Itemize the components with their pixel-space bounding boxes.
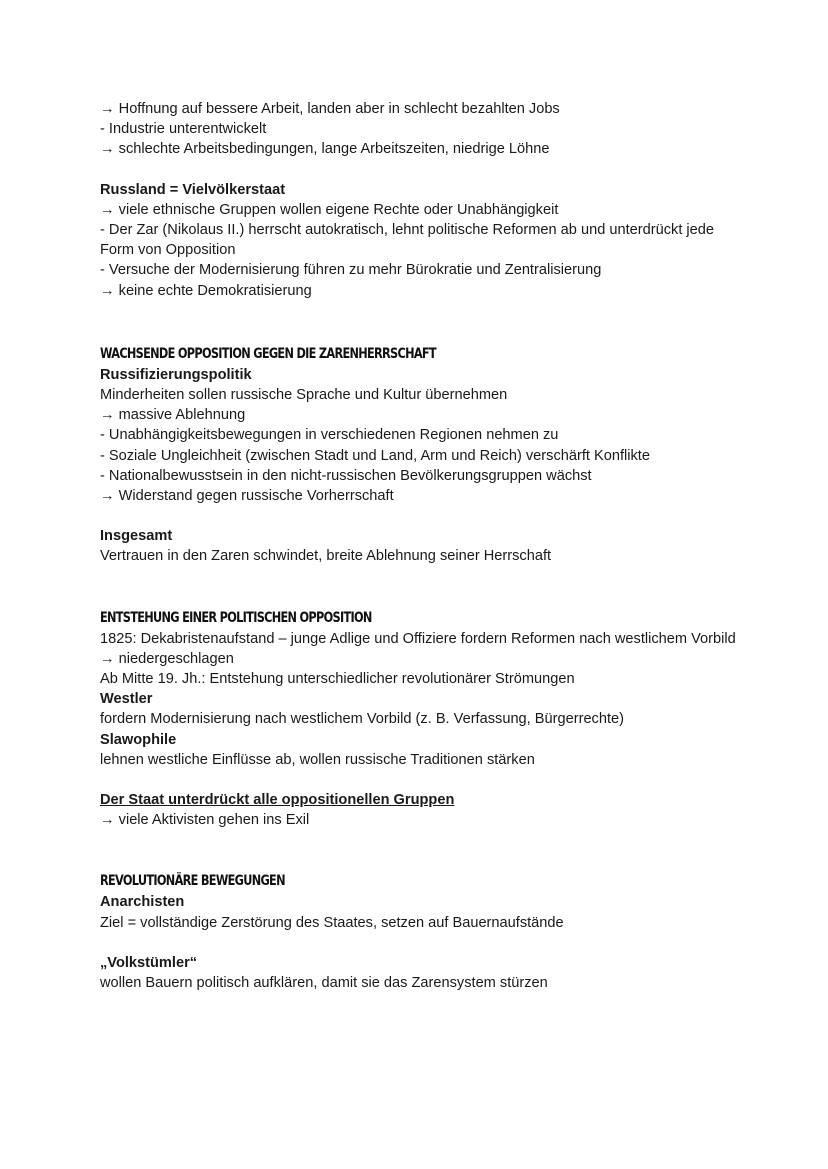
section-heading-political-opposition: ENTSTEHUNG EINER POLITISCHEN OPPOSITION — [100, 609, 372, 626]
dekabristen-text: 1825: Dekabristenaufstand – junge Adlige und Offiziere fordern Reformen nach westlichem Vorbild — [100, 630, 736, 647]
russifizierung-line-6: → Widerstand gegen russische Vorherrschaft — [100, 488, 394, 505]
russland-title: Russland = Vielvölkerstaat — [100, 181, 286, 198]
russland-line-4: → keine echte Demokratisierung — [100, 282, 312, 299]
intro-line-1: → Hoffnung auf bessere Arbeit, landen aber in schlecht bezahlten Jobs — [100, 101, 560, 117]
russland-block — [100, 180, 740, 301]
anarchisten-text: Ziel = vollständige Zerstörung des Staates, setzen auf Bauernaufstände — [100, 914, 564, 931]
intro-block — [100, 99, 740, 160]
section-heading-opposition: WACHSENDE OPPOSITION GEGEN DIE ZARENHERRSCHAFT — [100, 345, 436, 362]
russifizierung-title: Russifizierungspolitik — [100, 366, 252, 383]
document-page — [100, 99, 740, 993]
staat-title: Der Staat unterdrückt alle oppositionellen Gruppen — [100, 792, 455, 809]
niedergeschlagen-text: → niedergeschlagen — [100, 650, 234, 667]
section-opposition — [100, 343, 740, 567]
anarchisten-title: Anarchisten — [100, 894, 185, 911]
russifizierung-line-2: → massive Ablehnung — [100, 407, 246, 424]
russifizierung-line-5: - Nationalbewusstsein in den nicht-russischen Bevölkerungsgruppen wächst — [100, 467, 592, 484]
intro-line-2: - Industrie unterentwickelt — [100, 121, 267, 138]
westler-title: Westler — [100, 691, 153, 708]
volkstuemler-text: wollen Bauern politisch aufklären, damit sie das Zarensystem stürzen — [100, 975, 548, 992]
slawophile-text: lehnen westliche Einflüsse ab, wollen russische Traditionen stärken — [100, 751, 535, 768]
russifizierung-line-4: - Soziale Ungleichheit (zwischen Stadt und Land, Arm und Reich) verschärft Konflikte — [100, 447, 650, 464]
russifizierung-line-3: - Unabhängigkeitsbewegungen in verschiedenen Regionen nehmen zu — [100, 427, 559, 444]
mitte-19-jh-text: Ab Mitte 19. Jh.: Entstehung unterschiedlicher revolutionärer Strömungen — [100, 671, 575, 688]
section-heading-revolutionary: REVOLUTIONÄRE BEWEGUNGEN — [100, 873, 285, 890]
staat-text: → viele Aktivisten gehen ins Exil — [100, 812, 310, 829]
intro-line-3: → schlechte Arbeitsbedingungen, lange Arbeitszeiten, niedrige Löhne — [100, 141, 550, 158]
russland-line-3: - Versuche der Modernisierung führen zu mehr Bürokratie und Zentralisierung — [100, 262, 602, 279]
section-revolutionary-movements — [100, 870, 740, 993]
insgesamt-text: Vertrauen in den Zaren schwindet, breite Ablehnung seiner Herrschaft — [100, 548, 552, 565]
insgesamt-title: Insgesamt — [100, 528, 173, 545]
section-political-opposition — [100, 607, 740, 831]
russifizierung-line-1: Minderheiten sollen russische Sprache und Kultur übernehmen — [100, 387, 508, 404]
slawophile-title: Slawophile — [100, 731, 177, 748]
volkstuemler-title: „Volkstümler“ — [100, 954, 198, 971]
russland-line-1: → viele ethnische Gruppen wollen eigene Rechte oder Unabhängigkeit — [100, 201, 559, 218]
westler-text: fordern Modernisierung nach westlichem Vorbild (z. B. Verfassung, Bürgerrechte) — [100, 711, 625, 728]
russland-line-2: - Der Zar (Nikolaus II.) herrscht autokratisch, lehnt politische Reformen ab und unterdrückt jede Form von Opposition — [100, 222, 715, 259]
